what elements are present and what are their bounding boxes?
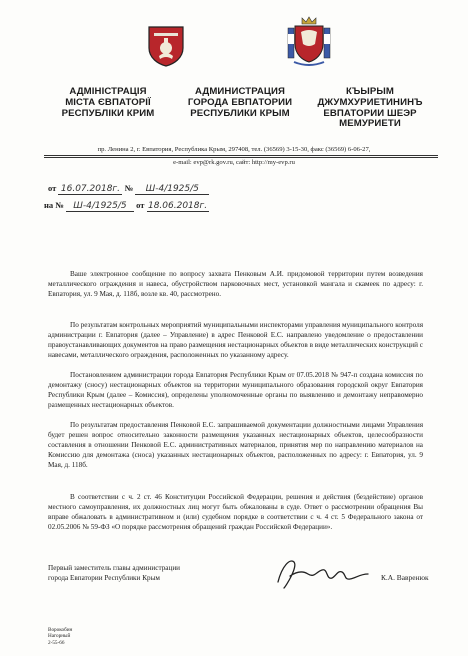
divider — [44, 155, 438, 156]
crimea-coat-of-arms-icon — [286, 14, 332, 68]
header-right-line: МЕМУРИЕТИ — [339, 118, 401, 130]
divider — [44, 157, 438, 158]
paragraph-4 — [48, 420, 423, 470]
evpatoria-coat-of-arms-icon — [146, 24, 186, 68]
executor-line: Нагорный — [48, 633, 71, 640]
reference-row-1 — [48, 183, 209, 195]
address-line: пр. Ленина 2, г. Евпатория, Республика Крым, 297408, тел. (36569) 3-15-30, факс (36569) 6-06-27, — [97, 146, 371, 153]
position-line: города Евпатории Республики Крым — [48, 573, 160, 582]
paragraph-2 — [48, 320, 423, 360]
header-left-line: АДМІНІСТРАЦІЯ — [69, 86, 147, 97]
paragraph-text: В соответствии с ч. 2 ст. 46 Конституции Российской Федерации, решения и действия (бездействие) органов местного самоуправления, их должностных лиц могут быть обжалованы в суде. Ответ о рассмотрении обращения Вы вправе обжаловать в административном и (или) судебном порядке в соответствии с ч. 4 ст. 5 Федерального закона от 02.05.2006 № 59-ФЗ «О порядке рассмотрения обращений граждан Российской Федерации». — [48, 493, 423, 531]
executor-info — [48, 627, 72, 646]
ref-na-label: на № — [44, 200, 64, 210]
ref-no-label: № — [124, 183, 134, 193]
header-left — [48, 87, 168, 119]
ref-ot-label: от — [48, 183, 57, 193]
header-right-line: ДЖУМХУРИЕТИНИНЪ — [317, 96, 423, 108]
header-right — [304, 87, 436, 130]
header-left-line: МІСТА ЄВПАТОРІЇ — [65, 96, 151, 108]
reference-row-2 — [44, 200, 209, 212]
signatory-position — [48, 564, 180, 583]
header-right-line: КЪЫРЫМ — [346, 86, 394, 97]
position-line: Первый заместитель главы администрации — [48, 564, 181, 572]
ref-ot-date: 16.07.2018г. — [58, 184, 122, 195]
ref-ot2-date: 18.06.2018г. — [147, 201, 208, 211]
header-center-line: АДМИНИСТРАЦИЯ — [195, 86, 285, 97]
paragraph-1 — [48, 269, 423, 299]
header-left-line: РЕСПУБЛІКИ КРИМ — [61, 107, 155, 119]
handwritten-signature — [272, 552, 372, 592]
paragraph-text: Ваше электронное сообщение по вопросу захвата Пенковым А.И. придомовой территории путем возведения металлического ограждения и навеса, обустройством парковочных мест, установкой мангала и скамеек по адресу: г. Евпатория, ул. 9 Мая, д. 118б, возле кв. 40, рассмотрено. — [48, 270, 423, 298]
header-right-line: ЕВПАТОРИИ ШЕЭР — [323, 107, 417, 119]
ref-na-value: Ш-4/1925/5 — [66, 201, 134, 212]
paragraph-3 — [48, 370, 423, 410]
header-center-line: РЕСПУБЛИКИ КРЫМ — [190, 107, 290, 119]
paragraph-text: Постановлением администрации города Евпатория Республики Крым от 07.05.2018 № 947-п создана комиссия по демонтажу (сносу) нестационарных объектов на территории муниципального образования городской округ Евпатория Республики Крым (далее – Комиссия), определены уполномоченные органы по выявлению и демонтажу неправомерно размещенных нестационарных объектов. — [48, 371, 423, 409]
header-center-line: ГОРОДА ЕВПАТОРИИ — [187, 96, 293, 108]
paragraph-text: По результатам предоставления Пенковой Е.С. запрашиваемой документации должностными лицами Управления будет решен вопрос относительно законности размещения указанных нестационарных объектов, целесообразности составления в отношении Пенковой Е.С. административных материалов, принятия мер по направлению материалов на Комиссию для демонтажа (сноса) указанных нестационарных объектов, расположенных по адресу: г. Евпатория, ул. 9 Мая, д. 118б. — [48, 421, 423, 469]
paragraph-5 — [48, 492, 423, 532]
paragraph-text: По результатам контрольных мероприятий муниципальными инспекторами управления муниципального контроля администрации г. Евпатория (далее – Управление) в адрес Пенковой Е.С. направлено уведомление о предоставлении правоустанавливающих документов на право размещения нестационарных объектов в виде металлических конструкций с навесами, металлического ограждения, расположенных по указанному адресу. — [48, 321, 423, 359]
executor-line: Ворокобин — [48, 627, 73, 633]
signatory-name: К.А. Вавренюк — [381, 573, 429, 582]
ref-ot2-label: от — [136, 200, 145, 210]
header-center — [178, 87, 302, 119]
executor-line: 2-55-66 — [48, 639, 65, 646]
email-line: e-mail: evp@rk.gov.ru, сайт: http://my-evp.ru — [173, 159, 295, 166]
ref-no-value: Ш-4/1925/5 — [135, 184, 209, 195]
